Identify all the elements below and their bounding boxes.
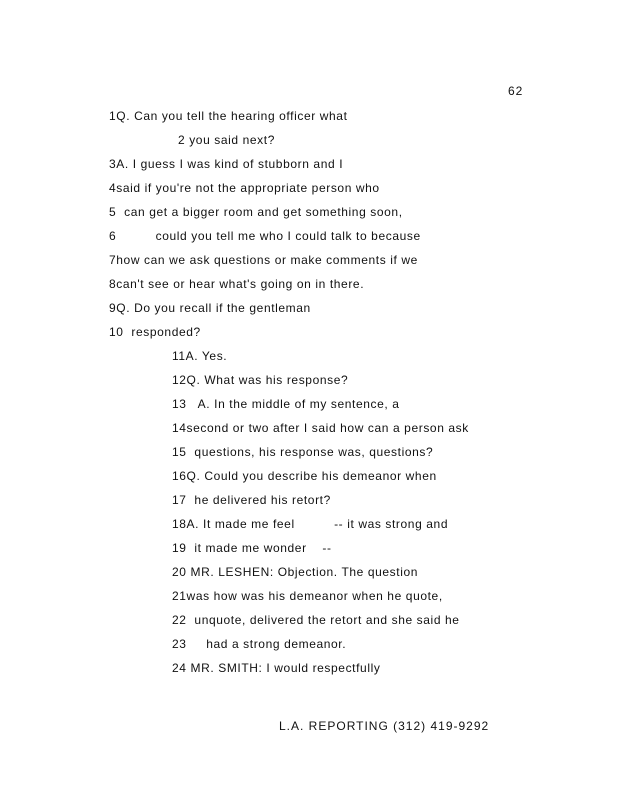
transcript-line-12: 12Q. What was his response? bbox=[172, 373, 349, 387]
transcript-line-19: 19 it made me wonder -- bbox=[172, 541, 332, 555]
transcript-line-6: 6 could you tell me who I could talk to because bbox=[109, 229, 421, 243]
transcript-line-21: 21was how was his demeanor when he quote, bbox=[172, 589, 443, 603]
transcript-line-15: 15 questions, his response was, questions? bbox=[172, 445, 434, 459]
transcript-line-16: 16Q. Could you describe his demeanor when bbox=[172, 469, 437, 483]
transcript-line-20: 20 MR. LESHEN: Objection. The question bbox=[172, 565, 419, 579]
reporter-footer: L.A. REPORTING (312) 419-9292 bbox=[279, 719, 490, 733]
transcript-line-5: 5 can get a bigger room and get something soon, bbox=[109, 205, 403, 219]
transcript-line-17: 17 he delivered his retort? bbox=[172, 493, 331, 507]
transcript-line-22: 22 unquote, delivered the retort and she said he bbox=[172, 613, 460, 627]
transcript-line-10: 10 responded? bbox=[109, 325, 201, 339]
transcript-line-4: 4said if you're not the appropriate person who bbox=[109, 181, 380, 195]
transcript-line-13: 13 A. In the middle of my sentence, a bbox=[172, 397, 400, 411]
transcript-line-3: 3A. I guess I was kind of stubborn and I bbox=[109, 157, 344, 171]
transcript-line-23: 23 had a strong demeanor. bbox=[172, 637, 347, 651]
transcript-line-14: 14second or two after I said how can a person ask bbox=[172, 421, 469, 435]
transcript-line-2: 2 you said next? bbox=[178, 133, 275, 147]
transcript-line-18: 18A. It made me feel -- it was strong and bbox=[172, 517, 449, 531]
transcript-line-9: 9Q. Do you recall if the gentleman bbox=[109, 301, 311, 315]
page-number: 62 bbox=[508, 84, 524, 98]
transcript-line-24: 24 MR. SMITH: I would respectfully bbox=[172, 661, 381, 675]
transcript-line-1: 1Q. Can you tell the hearing officer what bbox=[109, 109, 348, 123]
transcript-line-8: 8can't see or hear what's going on in there. bbox=[109, 277, 365, 291]
transcript-line-11: 11A. Yes. bbox=[172, 349, 228, 363]
transcript-line-7: 7how can we ask questions or make comments if we bbox=[109, 253, 418, 267]
